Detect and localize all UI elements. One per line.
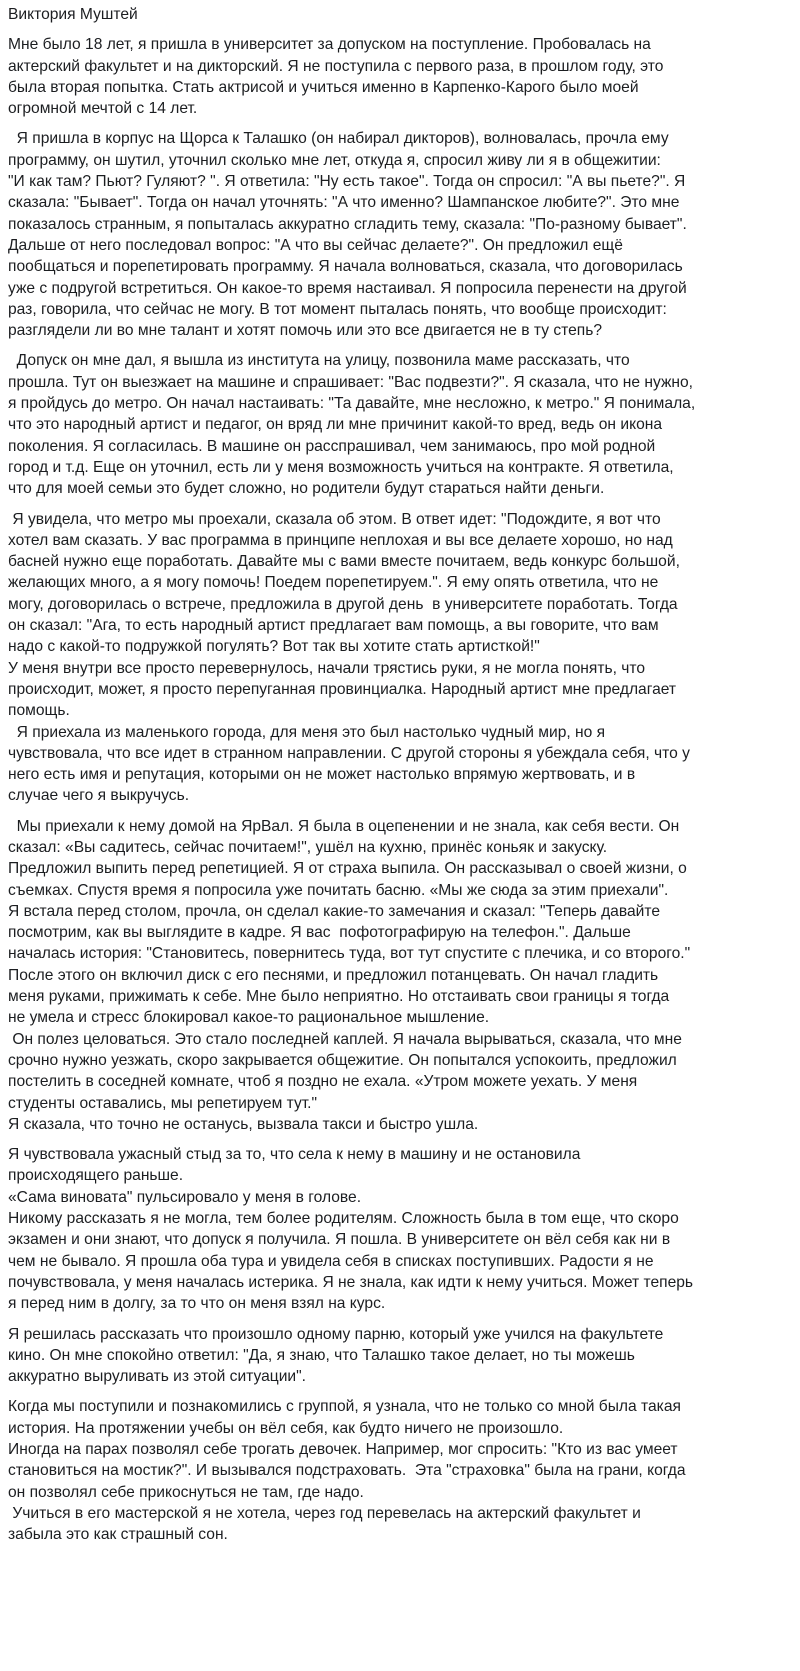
- text-line: надо с какой-то подружкой погулять? Вот так вы хотите стать артисткой!": [8, 638, 540, 656]
- text-line: него есть имя и репутация, которыми он не может настолько впрямую жертвовать, и в: [8, 766, 636, 784]
- text-line: город и т.д. Еще он уточнил, есть ли у меня возможность учиться на контракте. Я ответила,: [8, 458, 674, 476]
- text-line: сказал: «Вы садитесь, сейчас почитаем!", ушёл на кухню, принёс коньяк и закуску.: [8, 838, 608, 856]
- post-paragraph: [8, 816, 790, 1135]
- text-line: почувствовала, у меня началась истерика. Я не знала, как идти к нему учиться. Может теперь: [8, 1273, 694, 1291]
- text-line: Я приехала из маленького города, для меня это был настолько чудный мир, но я: [8, 723, 606, 741]
- text-line: я перед ним в долгу, за то что он меня взял на курс.: [8, 1295, 386, 1313]
- post-paragraph: [8, 1396, 790, 1545]
- text-line: желающих много, а я могу помочь! Поедем порепетируем.". Я ему опять ответила, что не: [8, 574, 659, 592]
- text-line: аккуратно выруливать из этой ситуации".: [8, 1368, 306, 1386]
- text-line: программу, он шутил, уточнил сколько мне лет, откуда я, спросил живу ли я в общежитии:: [8, 151, 661, 169]
- text-line: чувствовала, что все идет в странном направлении. С другой стороны я убеждала себя, что у: [8, 744, 690, 762]
- text-line: показалось странным, я попыталась аккуратно сгладить тему, сказала: "По-разному бывает".: [8, 215, 687, 233]
- text-line: Я решилась рассказать что произошло одному парню, который уже учился на факультете: [8, 1325, 664, 1343]
- text-line: разглядели ли во мне талант и хотят помочь или это все двигается не в ту степь?: [8, 322, 603, 340]
- post-author: Виктория Муштей: [8, 6, 138, 23]
- text-line: басней нужно еще поработать. Давайте мы с вами вместе почитаем, ведь конкурс большой,: [8, 553, 680, 571]
- text-line: срочно нужно уезжать, скоро закрывается общежитие. Он попытался успокоить, предложил: [8, 1051, 677, 1069]
- text-line: меня руками, прижимать к себе. Мне было неприятно. Но отстаивать свои границы я тогда: [8, 988, 670, 1006]
- text-line: "И как там? Пьют? Гуляют? ". Я ответила: "Ну есть такое". Тогда он спросил: "А вы пьете?". Я: [8, 173, 686, 191]
- text-line: съемках. Спустя время я попросила уже почитать басню. «Мы же сюда за этим приехали".: [8, 881, 669, 899]
- text-line: актерский факультет и на дикторский. Я не поступила с первого раза, в прошлом году, это: [8, 57, 664, 75]
- text-line: студенты оставались, мы репетируем тут.": [8, 1094, 318, 1112]
- text-line: Предложил выпить перед репетицией. Я от страха выпила. Он рассказывал о своей жизни, о: [8, 860, 687, 878]
- text-line: он позволял себе прикоснуться не там, где надо.: [8, 1483, 364, 1501]
- post-paragraph: [8, 350, 790, 499]
- text-line: «Сама виновата" пульсировало у меня в голове.: [8, 1188, 362, 1206]
- post-paragraph: [8, 1324, 790, 1388]
- text-line: После этого он включил диск с его песнями, и предложил потанцевать. Он начал гладить: [8, 966, 659, 984]
- post-paragraph: [8, 34, 790, 119]
- post-paragraph: [8, 128, 790, 341]
- text-line: пообщаться и порепетировать программу. Я начала волноваться, сказала, что договорилась: [8, 258, 683, 276]
- text-line: случае чего я выкручусь.: [8, 787, 190, 805]
- text-line: могу, договорилась о встрече, предложила в другой день в университете поработать. Тогда: [8, 595, 678, 613]
- text-line: хотел вам сказать. У вас программа в принципе неплохая и вы все делаете хорошо, но над: [8, 531, 673, 549]
- text-line: что это народный артист и педагог, он вряд ли мне причинит какой-то вред, ведь он икона: [8, 416, 663, 434]
- text-line: становиться на мостик?". И вызывался подстраховать. Эта "страховка" была на грани, когда: [8, 1462, 686, 1480]
- text-line: чем не бывало. Я прошла оба тура и увидела себя в списках поступивших. Радости я не: [8, 1252, 654, 1270]
- text-line: Никому рассказать я не могла, тем более родителям. Сложность была в том еще, что скоро: [8, 1210, 679, 1228]
- post-body: [8, 34, 790, 1545]
- text-line: он сказал: "Ага, то есть народный артист предлагает вам помощь, а вы говорите, что вам: [8, 617, 659, 635]
- text-line: экзамен и они знают, что допуск я получила. Я пошла. В университете он вёл себя как ни в: [8, 1231, 671, 1249]
- text-line: Мне было 18 лет, я пришла в университет за допуском на поступление. Пробовалась на: [8, 36, 651, 54]
- text-line: я пройдусь до метро. Он начал настаивать: "Та давайте, мне несложно, к метро." Я понимала,: [8, 395, 696, 413]
- text-line: забыла это как страшный сон.: [8, 1526, 228, 1544]
- text-line: помощь.: [8, 702, 70, 720]
- text-line: Мы приехали к нему домой на ЯрВал. Я была в оцепенении и не знала, как себя вести. Он: [8, 817, 680, 835]
- post-paragraph: [8, 1144, 790, 1314]
- text-line: раз, говорила, что сейчас не могу. В тот момент пыталась понять, что вообще происходит:: [8, 300, 667, 318]
- text-line: началась история: "Становитесь, повернитесь туда, вот тут спустите с плечика, и со второго.": [8, 945, 691, 963]
- text-line: Допуск он мне дал, я вышла из института на улицу, позвонила маме рассказать, что: [8, 352, 630, 370]
- text-line: происходит, может, я просто перепуганная провинциалка. Народный артист мне предлагает: [8, 680, 677, 698]
- text-line: что для моей семьи это будет сложно, но родители будут стараться найти деньги.: [8, 480, 605, 498]
- text-line: Я пришла в корпус на Щорса к Талашко (он набирал дикторов), волновалась, прочла ему: [8, 130, 669, 148]
- text-line: посмотрим, как вы выглядите в кадре. Я вас пофотографирую на телефон.". Дальше: [8, 924, 631, 942]
- text-line: У меня внутри все просто перевернулось, начали трястись руки, я не могла понять, что: [8, 659, 646, 677]
- post-paragraph: [8, 509, 790, 807]
- text-line: уже с подругой встретиться. Он какое-то время настаивал. Я попросила перенести на другой: [8, 279, 687, 297]
- text-line: Я сказала, что точно не останусь, вызвала такси и быстро ушла.: [8, 1115, 479, 1133]
- text-line: Он полез целоваться. Это стало последней каплей. Я начала вырываться, сказала, что мне: [8, 1030, 682, 1048]
- text-line: Я встала перед столом, прочла, он сделал какие-то замечания и сказал: "Теперь давайте: [8, 902, 660, 920]
- text-line: Я увидела, что метро мы проехали, сказала об этом. В ответ идет: "Подождите, я вот что: [8, 510, 661, 528]
- text-line: была вторая попытка. Стать актрисой и учиться именно в Карпенко-Карого было моей: [8, 78, 639, 96]
- text-line: Я чувствовала ужасный стыд за то, что села к нему в машину и не остановила: [8, 1146, 581, 1164]
- text-line: огромной мечтой с 14 лет.: [8, 100, 198, 118]
- text-line: постелить в соседней комнате, чтоб я поздно не ехала. «Утром можете уехать. У меня: [8, 1073, 638, 1091]
- text-line: Когда мы поступили и познакомились с группой, я узнала, что не только со мной была такая: [8, 1398, 681, 1416]
- text-line: не умела и стресс блокировал какое-то рациональное мышление.: [8, 1009, 490, 1027]
- text-line: Учиться в его мастерской я не хотела, через год перевелась на актерский факультет и: [8, 1504, 641, 1522]
- text-line: Дальше от него последовал вопрос: "А что вы сейчас делаете?". Он предложил ещё: [8, 236, 623, 254]
- text-line: сказала: "Бывает". Тогда он начал уточнять: "А что именно? Шампанское любите?". Это мне: [8, 194, 680, 212]
- text-line: прошла. Тут он выезжает на машине и спрашивает: "Вас подвезти?". Я сказала, что не нужно,: [8, 373, 693, 391]
- text-line: Иногда на парах позволял себе трогать девочек. Например, мог спросить: "Кто из вас умеет: [8, 1441, 678, 1458]
- text-line: кино. Он мне спокойно ответил: "Да, я знаю, что Талашко такое делает, но ты можешь: [8, 1346, 635, 1364]
- text-line: поколения. Я согласилась. В машине он расспрашивал, чем занимаюсь, про мой родной: [8, 437, 656, 455]
- text-line: происходящего раньше.: [8, 1167, 184, 1185]
- text-line: история. На протяжении учебы он вёл себя, как будто ничего не произошло.: [8, 1419, 564, 1437]
